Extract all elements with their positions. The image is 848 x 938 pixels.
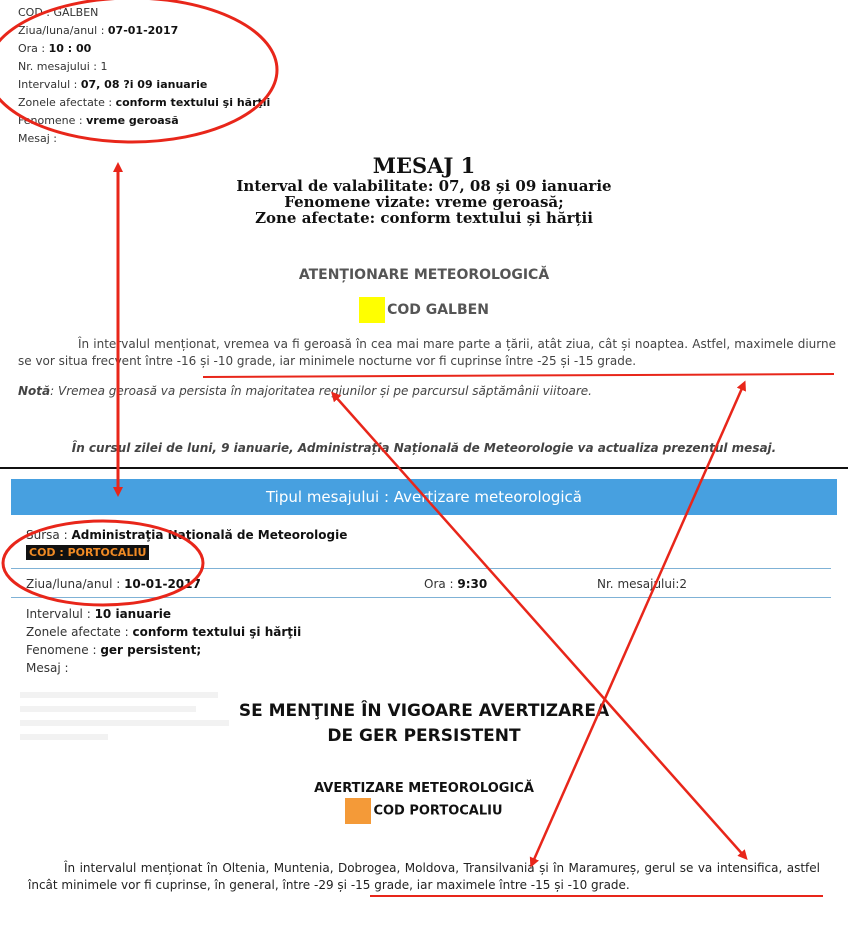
bottom-highlight-ellipse: [3, 521, 203, 605]
msg1-time-label: Ora :: [18, 42, 49, 55]
msg1-date-value: 07-01-2017: [107, 24, 179, 37]
msg2-phen-label: Fenomene :: [26, 643, 101, 657]
msg2-heading1: SE MENŢINE ÎN VIGOARE AVERTIZAREA: [238, 701, 610, 721]
cross-arrow-1: [335, 396, 745, 857]
msg1-note-label: Notă: [18, 384, 51, 398]
cross-arrow-2: [532, 386, 743, 864]
msg2-phen-value: ger persistent;: [100, 643, 202, 657]
msg1-alert-title: ATENȚIONARE METEOROLOGICĂ: [298, 267, 550, 283]
orange-code-badge: COD : PORTOCALIU: [26, 545, 149, 560]
msg2-code-label: COD PORTOCALIU: [373, 803, 503, 819]
msg1-sub2: Fenomene vizate: vreme geroasă;: [284, 193, 564, 211]
msg2-number-label: Nr. mesajului:: [597, 577, 680, 591]
msg1-cod-line: COD : GALBEN: [18, 6, 99, 19]
msg2-zones-label: Zonele afectate :: [26, 625, 133, 639]
message-type-bar: Tipul mesajului : Avertizare meteorologică: [11, 479, 837, 515]
msg1-time-value: 10 : 00: [48, 42, 92, 55]
msg1-interval-label: Intervalul :: [18, 78, 81, 91]
msg2-number-value: 2: [679, 577, 688, 591]
msg2-date-value: 10-01-2017: [124, 577, 201, 591]
msg2-body: În intervalul menționat în Oltenia, Muntenia, Dobrogea, Moldova, Transilvania și în Maramureș, gerul se va intensifica, astfel încât minimele vor fi cuprinse, în general, între -29 și -15 grade, iar maximele între -15 și -10 grade.: [28, 861, 820, 892]
msg2-interval-value: 10 ianuarie: [94, 607, 172, 621]
msg2-time-value: 9:30: [457, 577, 488, 591]
msg1-phen-value: vreme geroasă: [86, 114, 179, 127]
msg1-zones-value: conform textului şi hărţii: [115, 96, 271, 109]
msg1-heading: MESAJ 1: [372, 153, 476, 178]
msg1-zones-label: Zonele afectate :: [18, 96, 116, 109]
msg1-footer: În cursul zilei de luni, 9 ianuarie, Administrația Națională de Meteorologie va actualiza prezentul mesaj.: [71, 441, 777, 455]
msg2-alert-title: AVERTIZARE METEOROLOGICĂ: [314, 781, 534, 796]
msg1-temp-underline: [203, 374, 834, 377]
msg2-message-label: Mesaj :: [26, 661, 69, 675]
msg2-source-value: Administraţia Naţională de Meteorologie: [71, 528, 348, 542]
msg1-sub3: Zone afectate: conform textului și hărții: [255, 209, 593, 227]
msg2-zones-value: conform textului şi hărţii: [132, 625, 302, 639]
msg2-date-label: Ziua/luna/anul :: [26, 577, 125, 591]
msg1-message-label: Mesaj :: [18, 132, 57, 145]
msg2-time-label: Ora :: [424, 577, 458, 591]
msg2-heading2: DE GER PERSISTENT: [327, 726, 521, 746]
msg1-body: În intervalul menționat, vremea va fi geroasă în cea mai mare parte a țării, atât ziua, cât și noaptea. Astfel, maximele diurne se vor situa frecvent între -16 și -10 grade, iar minimele nocturne vor fi cuprinse între -25 și -15 grade.: [18, 337, 836, 368]
top-highlight-ellipse: [0, 0, 277, 142]
msg2-source-label: Sursa :: [26, 528, 72, 542]
msg1-note-text: : Vremea geroasă va persista în majoritatea regiunilor și pe parcursul săptămânii viitoare.: [50, 384, 592, 398]
msg1-phen-label: Fenomene :: [18, 114, 87, 127]
msg2-interval-label: Intervalul :: [26, 607, 95, 621]
msg1-sub1: Interval de valabilitate: 07, 08 și 09 ianuarie: [236, 177, 612, 195]
msg1-date-label: Ziua/luna/anul :: [18, 24, 108, 37]
msg1-number: Nr. mesajului : 1: [18, 60, 108, 73]
msg1-interval-value: 07, 08 ?i 09 ianuarie: [80, 78, 208, 91]
msg1-code-label: COD GALBEN: [387, 302, 489, 318]
